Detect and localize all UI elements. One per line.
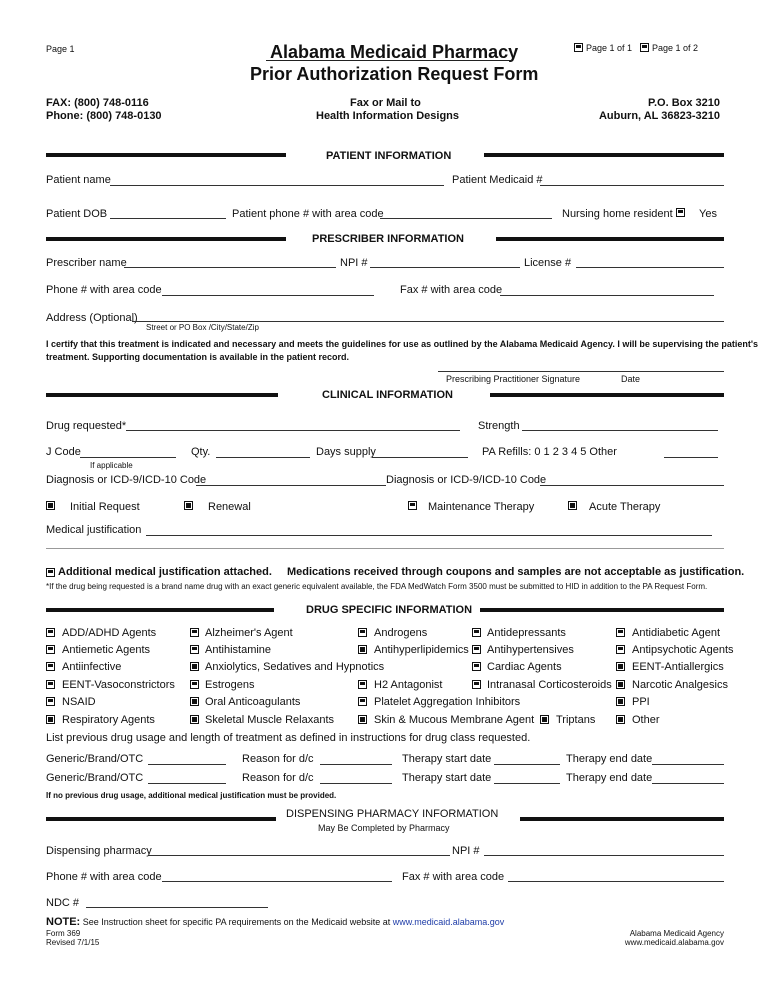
patient-medicaid-label: Patient Medicaid # (452, 174, 543, 186)
estrogens-checkbox[interactable] (190, 680, 199, 689)
diagnosis-1-label: Diagnosis or ICD-9/ICD-10 Code (46, 474, 207, 486)
triptans-label: Triptans (556, 714, 596, 726)
prescriber-section-title: PRESCRIBER INFORMATION (312, 233, 464, 245)
diagnosis-1-field[interactable] (196, 472, 386, 486)
respiratory-label: Respiratory Agents (62, 714, 155, 726)
nursing-home-label: Nursing home resident (562, 208, 673, 220)
acute-therapy-checkbox[interactable] (568, 501, 577, 510)
text-input[interactable] (162, 283, 374, 296)
add-adhd-checkbox[interactable] (46, 628, 55, 637)
additional-justification-label: Additional medical justification attached. (58, 566, 272, 578)
nsaid-checkbox[interactable] (46, 697, 55, 706)
signature-label: Prescribing Practitioner Signature (446, 374, 581, 384)
certify-text-2: treatment. Supporting documentation is available in the patient record. (46, 352, 350, 362)
antiemetic-label: Antiemetic Agents (62, 644, 151, 656)
prescriber-fax-label: Fax # with area code (400, 284, 503, 296)
alzheimers-checkbox[interactable] (190, 628, 199, 637)
patient-section-title: PATIENT INFORMATION (326, 150, 452, 162)
note-text: See Instruction sheet for specific PA requirements on the Medicaid website at (80, 917, 393, 927)
nsaid-label: NSAID (62, 696, 96, 708)
agency-website: www.medicaid.alabama.gov (624, 938, 724, 947)
qty-field[interactable] (216, 444, 310, 458)
text-input[interactable] (124, 255, 336, 268)
antihypertensives-checkbox[interactable] (472, 645, 481, 654)
footer-note (46, 916, 504, 928)
text-input[interactable] (110, 173, 444, 186)
drug-requested-field[interactable] (126, 417, 460, 431)
antiinfective-checkbox[interactable] (46, 662, 55, 671)
patient-name-label: Patient name (46, 174, 111, 186)
page-1-of-2-checkbox[interactable] (640, 43, 649, 52)
intranasal-checkbox[interactable] (472, 680, 481, 689)
drug-specific-section-title: DRUG SPECIFIC INFORMATION (306, 604, 473, 616)
text-input[interactable] (494, 752, 560, 765)
skin-mucous-checkbox[interactable] (358, 715, 367, 724)
text-input[interactable] (132, 309, 724, 322)
other-checkbox[interactable] (616, 715, 625, 724)
coupons-notice: Medications received through coupons and samples are not acceptable as justification. (287, 566, 745, 578)
skeletal-muscle-checkbox[interactable] (190, 715, 199, 724)
anxiolytics-checkbox[interactable] (190, 662, 199, 671)
text-input[interactable] (540, 173, 724, 186)
text-input[interactable] (162, 869, 392, 882)
antihistamine-checkbox[interactable] (190, 645, 199, 654)
address-field[interactable] (132, 308, 724, 322)
revised-date: Revised 7/1/15 (46, 938, 100, 947)
prescriber-name-label: Prescriber name (46, 257, 127, 269)
page-1-of-1-checkbox[interactable] (574, 43, 583, 52)
days-supply-label: Days supply (316, 446, 376, 458)
prescriber-phone-field[interactable] (162, 282, 374, 296)
antihyperlipidemics-checkbox[interactable] (358, 645, 367, 654)
acute-therapy-label: Acute Therapy (589, 501, 661, 513)
initial-request-checkbox[interactable] (46, 501, 55, 510)
respiratory-checkbox[interactable] (46, 715, 55, 724)
text-input[interactable] (652, 752, 724, 765)
maintenance-therapy-checkbox[interactable] (408, 501, 417, 510)
renewal-label: Renewal (208, 501, 251, 513)
eent-vasoconstrictors-checkbox[interactable] (46, 680, 55, 689)
patient-phone-label: Patient phone # with area code (232, 208, 384, 220)
reason-field-2[interactable] (320, 770, 392, 784)
text-input[interactable] (146, 523, 712, 536)
medical-justification-field[interactable] (146, 522, 712, 536)
days-supply-field[interactable] (372, 444, 468, 458)
qty-label: Qty. (191, 446, 211, 458)
refills-other-field[interactable] (664, 444, 718, 458)
diagnosis-2-field[interactable] (540, 472, 724, 486)
start-label-2: Therapy start date (402, 772, 492, 784)
text-input[interactable] (508, 869, 724, 882)
text-input[interactable] (664, 445, 718, 458)
skin-mucous-label: Skin & Mucous Membrane Agent (374, 714, 535, 726)
medicaid-website-link[interactable]: www.medicaid.alabama.gov (392, 917, 505, 927)
agency-name: Alabama Medicaid Agency (629, 929, 724, 938)
generic-field-1[interactable] (148, 751, 226, 765)
dispensing-subtitle: May Be Completed by Pharmacy (318, 823, 450, 833)
nursing-home-yes-label: Yes (699, 208, 717, 220)
list-previous-label: List previous drug usage and length of treatment as defined in instructions for drug class requested. (46, 732, 531, 744)
end-label-1: Therapy end date (566, 753, 653, 765)
generic-label-2: Generic/Brand/OTC (46, 772, 144, 784)
estrogens-label: Estrogens (205, 679, 255, 691)
signature-field[interactable] (438, 358, 724, 372)
antidiabetic-label: Antidiabetic Agent (632, 627, 721, 639)
patient-dob-label: Patient DOB (46, 208, 108, 220)
page-1-of-2-label: Page 1 of 2 (652, 43, 699, 53)
text-input[interactable] (148, 843, 450, 856)
reason-label-1: Reason for d/c (242, 753, 314, 765)
generic-label-1: Generic/Brand/OTC (46, 753, 144, 765)
antihyperlipidemics-label: Antihyperlipidemics (374, 644, 469, 656)
text-input[interactable] (372, 445, 468, 458)
dispensing-npi-field[interactable] (484, 842, 724, 856)
start-field-1[interactable] (494, 751, 560, 765)
oral-anticoagulants-label: Oral Anticoagulants (205, 696, 301, 708)
clinical-section-title: CLINICAL INFORMATION (322, 389, 453, 401)
text-input[interactable] (540, 473, 724, 486)
antidiabetic-checkbox[interactable] (616, 628, 625, 637)
start-field-2[interactable] (494, 770, 560, 784)
text-input[interactable] (522, 418, 718, 431)
no-previous-notice: If no previous drug usage, additional medical justification must be provided. (46, 791, 337, 800)
prescriber-npi-label: NPI # (340, 257, 368, 269)
text-input[interactable] (86, 895, 268, 908)
text-input[interactable] (320, 771, 392, 784)
text-input[interactable] (576, 255, 724, 268)
androgens-label: Androgens (374, 627, 428, 639)
skeletal-muscle-label: Skeletal Muscle Relaxants (205, 714, 335, 726)
prescriber-fax-field[interactable] (500, 282, 714, 296)
fax-or-mail: Fax or Mail to (350, 97, 421, 109)
anxiolytics-label: Anxiolytics, Sedatives and Hypnotics (205, 661, 385, 673)
oral-anticoagulants-checkbox[interactable] (190, 697, 199, 706)
text-input[interactable] (110, 206, 226, 219)
patient-dob-field[interactable] (110, 205, 226, 219)
drug-requested-label: Drug requested* (46, 420, 127, 432)
text-input[interactable] (494, 771, 560, 784)
antihistamine-label: Antihistamine (205, 644, 272, 656)
patient-medicaid-field[interactable] (540, 172, 724, 186)
jcode-hint: If applicable (90, 461, 133, 470)
text-input[interactable] (484, 843, 724, 856)
cardiac-label: Cardiac Agents (487, 661, 562, 673)
prescriber-npi-field[interactable] (370, 254, 520, 268)
medical-justification-label: Medical justification (46, 524, 142, 536)
text-input[interactable] (216, 445, 310, 458)
text-input[interactable] (148, 752, 226, 765)
prescriber-phone-label: Phone # with area code (46, 284, 162, 296)
signature-date-label: Date (621, 374, 641, 384)
text-input[interactable] (438, 359, 724, 372)
maintenance-therapy-label: Maintenance Therapy (428, 501, 535, 513)
antidepressants-checkbox[interactable] (472, 628, 481, 637)
ndc-field[interactable] (86, 894, 268, 908)
dispensing-fax-field[interactable] (508, 868, 724, 882)
fax-number: FAX: (800) 748-0116 (46, 97, 149, 109)
alzheimers-label: Alzheimer's Agent (205, 627, 293, 639)
ppi-checkbox[interactable] (616, 697, 625, 706)
text-input[interactable] (500, 283, 714, 296)
form-subtitle: Prior Authorization Request Form (250, 64, 539, 84)
end-field-1[interactable] (652, 751, 724, 765)
dispensing-phone-label: Phone # with area code (46, 871, 162, 883)
ppi-label: PPI (632, 696, 650, 708)
strength-field[interactable] (522, 417, 718, 431)
narcotic-checkbox[interactable] (616, 680, 625, 689)
dispensing-pharmacy-field[interactable] (148, 842, 450, 856)
text-input[interactable] (126, 418, 460, 431)
antipsychotic-label: Antipsychotic Agents (632, 644, 734, 656)
dispensing-npi-label: NPI # (452, 845, 480, 857)
platelet-checkbox[interactable] (358, 697, 367, 706)
diagnosis-2-label: Diagnosis or ICD-9/ICD-10 Code (386, 474, 547, 486)
address-label: Address (Optional) (46, 312, 138, 324)
dispensing-phone-field[interactable] (162, 868, 392, 882)
phone-number: Phone: (800) 748-0130 (46, 110, 162, 122)
end-label-2: Therapy end date (566, 772, 653, 784)
po-box: P.O. Box 3210 (648, 97, 720, 109)
strength-label: Strength (478, 420, 520, 432)
prescriber-license-field[interactable] (576, 254, 724, 268)
text-input[interactable] (652, 771, 724, 784)
antipsychotic-checkbox[interactable] (616, 645, 625, 654)
start-label-1: Therapy start date (402, 753, 492, 765)
jcode-label: J Code (46, 446, 81, 458)
dispensing-section-title: DISPENSING PHARMACY INFORMATION (286, 808, 499, 820)
hid-name: Health Information Designs (316, 110, 460, 122)
text-input[interactable] (196, 473, 386, 486)
prescriber-name-field[interactable] (124, 254, 336, 268)
eent-antiallergics-checkbox[interactable] (616, 662, 625, 671)
address-hint: Street or PO Box /City/State/Zip (146, 323, 259, 332)
triptans-checkbox[interactable] (540, 715, 549, 724)
initial-request-label: Initial Request (70, 501, 140, 513)
antidepressants-label: Antidepressants (487, 627, 566, 639)
add-adhd-label: ADD/ADHD Agents (62, 627, 157, 639)
dispensing-fax-label: Fax # with area code (402, 871, 505, 883)
page-1-of-1-label: Page 1 of 1 (586, 43, 633, 53)
jcode-field[interactable] (80, 444, 176, 458)
androgens-checkbox[interactable] (358, 628, 367, 637)
additional-justification-checkbox[interactable] (46, 568, 55, 577)
text-input[interactable] (370, 255, 520, 268)
patient-phone-field[interactable] (380, 205, 552, 219)
form-title: Alabama Medicaid Pharmacy (270, 42, 519, 62)
generic-field-2[interactable] (148, 770, 226, 784)
text-input[interactable] (148, 771, 226, 784)
po-city: Auburn, AL 36823-3210 (598, 110, 720, 122)
brand-footnote: *If the drug being requested is a brand name drug with an exact generic equivalent available, the FDA MedWatch Form 3500 must be submitted to HID in addition to the PA Request Form. (46, 582, 708, 591)
reason-field-1[interactable] (320, 751, 392, 765)
prescriber-license-label: License # (524, 257, 572, 269)
page-label: Page 1 (46, 44, 75, 54)
cardiac-checkbox[interactable] (472, 662, 481, 671)
certify-text: I certify that this treatment is indicated and necessary and meets the guidelines for use as outlined by the Alabama Medicaid Agency. I will be supervising the patient's (46, 339, 758, 349)
antiemetic-checkbox[interactable] (46, 645, 55, 654)
h2-antagonist-checkbox[interactable] (358, 680, 367, 689)
eent-vasoconstrictors-label: EENT-Vasoconstrictors (62, 679, 175, 691)
text-input[interactable] (320, 752, 392, 765)
other-label: Other (632, 714, 660, 726)
h2-antagonist-label: H2 Antagonist (374, 679, 443, 691)
eent-antiallergics-label: EENT-Antiallergics (632, 661, 724, 673)
nursing-home-yes-checkbox[interactable] (676, 208, 685, 217)
narcotic-label: Narcotic Analgesics (632, 679, 728, 691)
ndc-label: NDC # (46, 897, 80, 909)
text-input[interactable] (80, 445, 176, 458)
antihypertensives-label: Antihypertensives (487, 644, 574, 656)
renewal-checkbox[interactable] (184, 501, 193, 510)
reason-label-2: Reason for d/c (242, 772, 314, 784)
pa-refills-label: PA Refills: 0 1 2 3 4 5 Other (482, 446, 617, 458)
intranasal-label: Intranasal Corticosteroids (487, 679, 612, 691)
patient-name-field[interactable] (110, 172, 444, 186)
antiinfective-label: Antiinfective (62, 661, 122, 673)
platelet-label: Platelet Aggregation Inhibitors (374, 696, 521, 708)
form-number: Form 369 (46, 929, 81, 938)
end-field-2[interactable] (652, 770, 724, 784)
text-input[interactable] (380, 206, 552, 219)
dispensing-pharmacy-label: Dispensing pharmacy (46, 845, 152, 857)
note-label: NOTE: (46, 916, 81, 928)
